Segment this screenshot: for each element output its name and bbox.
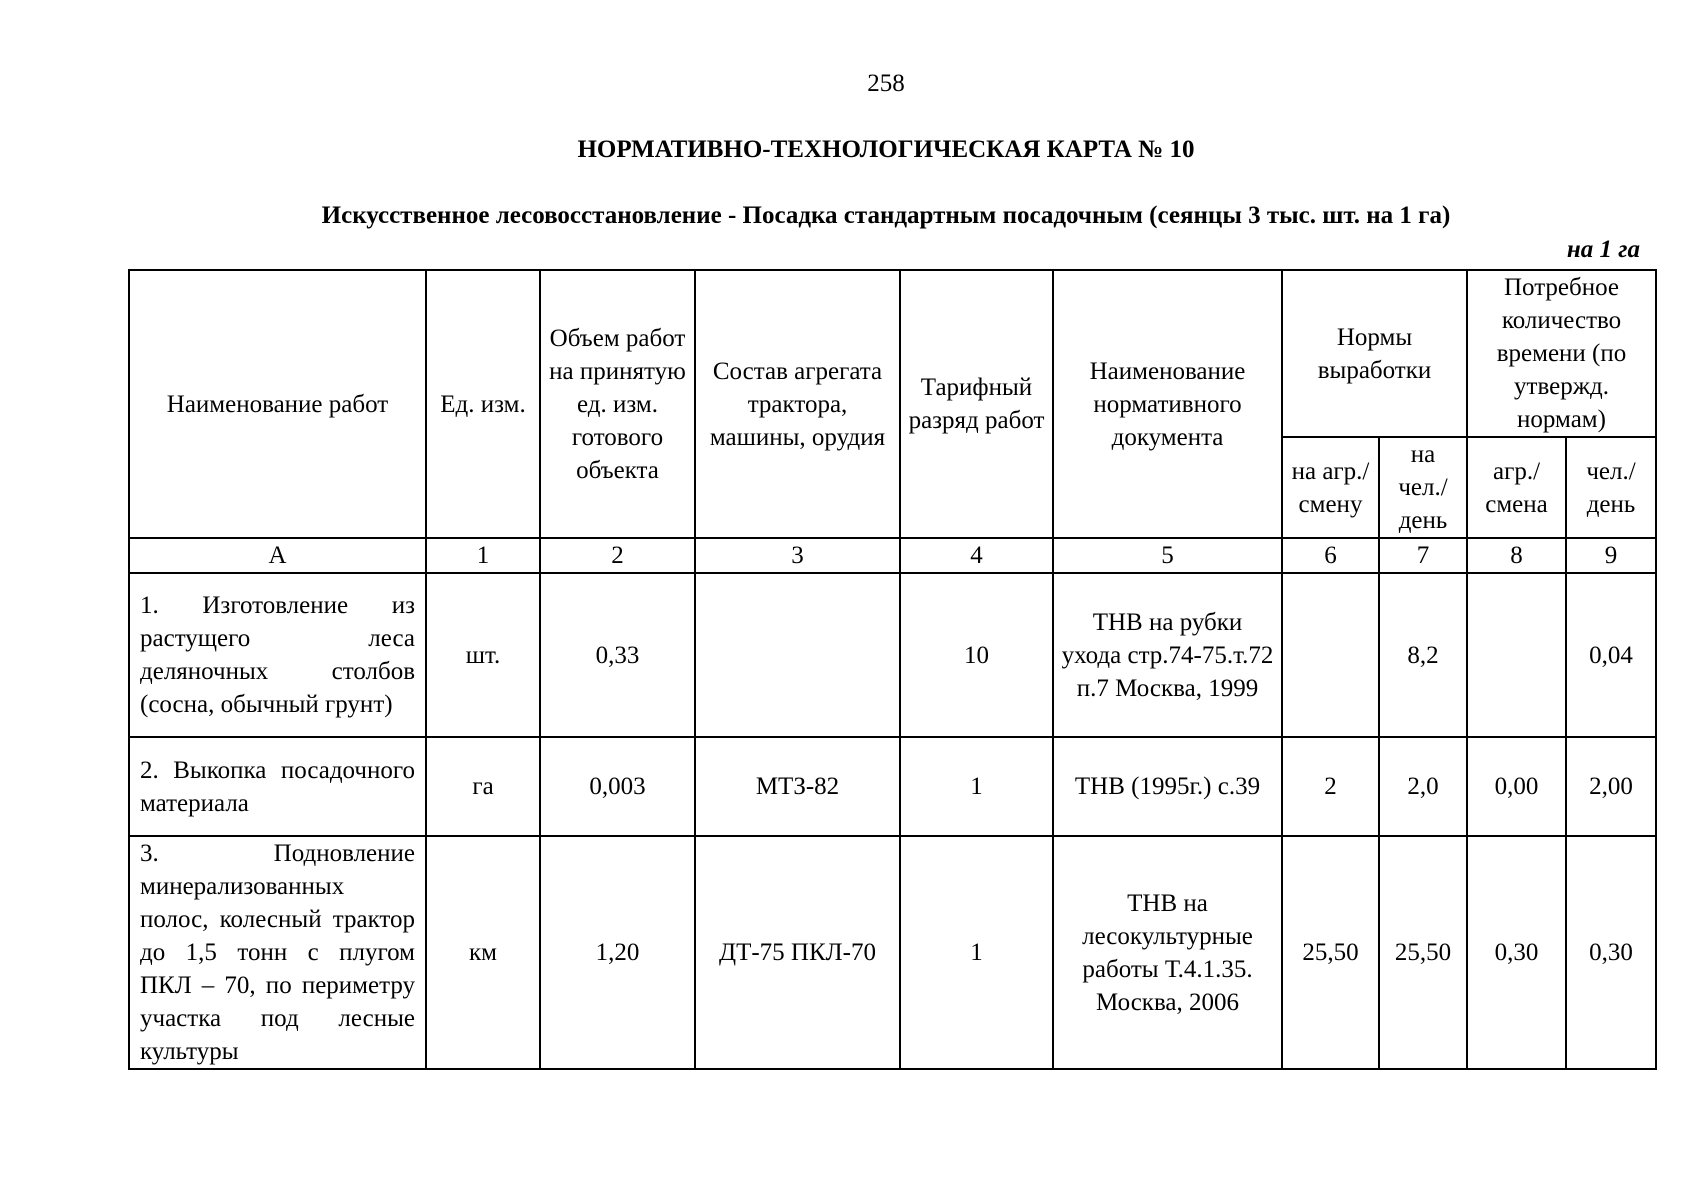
- tariff-cell: 1: [900, 836, 1053, 1069]
- table-row: [129, 836, 1656, 1069]
- column-number: 5: [1053, 538, 1282, 573]
- volume-cell: 1,20: [540, 836, 695, 1069]
- time-man-cell: 0,30: [1566, 836, 1656, 1069]
- column-number: А: [129, 538, 426, 573]
- header-tariff: Тарифный разряд работ: [900, 270, 1053, 538]
- composition-cell: МТЗ-82: [695, 737, 900, 836]
- composition-cell: ДТ-75 ПКЛ-70: [695, 836, 900, 1069]
- composition-cell: [695, 573, 900, 737]
- column-number: 2: [540, 538, 695, 573]
- header-norms: Нормы выработки: [1282, 270, 1467, 437]
- document-cell: ТНВ на рубки ухода стр.74-75.т.72 п.7 Москва, 1999: [1053, 573, 1282, 737]
- page-number: 258: [867, 70, 905, 97]
- unit-cell: га: [426, 737, 540, 836]
- tariff-cell: 10: [900, 573, 1053, 737]
- table-row: [129, 737, 1656, 836]
- work-name: 2. Выкопка посадочного материала: [129, 737, 426, 836]
- norm-man-cell: 8,2: [1379, 573, 1467, 737]
- header-row-top: [129, 270, 1656, 437]
- column-number: 3: [695, 538, 900, 573]
- document-cell: ТНВ на лесокультурные работы Т.4.1.35. Москва, 2006: [1053, 836, 1282, 1069]
- column-number: 7: [1379, 538, 1467, 573]
- norm-agr-cell: 2: [1282, 737, 1379, 836]
- norm-agr-cell: [1282, 573, 1379, 737]
- document-title: НОРМАТИВНО-ТЕХНОЛОГИЧЕСКАЯ КАРТА № 10: [577, 136, 1195, 163]
- tariff-cell: 1: [900, 737, 1053, 836]
- time-man-cell: 0,04: [1566, 573, 1656, 737]
- norm-agr-cell: 25,50: [1282, 836, 1379, 1069]
- table-row: [129, 573, 1656, 737]
- unit-cell: шт.: [426, 573, 540, 737]
- volume-cell: 0,003: [540, 737, 695, 836]
- header-time-agr: агр./ смена: [1467, 437, 1566, 538]
- column-number: 1: [426, 538, 540, 573]
- document-subtitle: Искусственное лесовосстановление - Посадка стандартным посадочным (сеянцы 3 тыс. шт. на 1 га): [321, 202, 1451, 229]
- work-name: 1. Изготовление из растущего леса деляночных столбов (сосна, обычный грунт): [129, 573, 426, 737]
- unit-cell: км: [426, 836, 540, 1069]
- time-agr-cell: 0,30: [1467, 836, 1566, 1069]
- time-agr-cell: 0,00: [1467, 737, 1566, 836]
- header-time: Потребное количество времени (по утвержд. нормам): [1467, 270, 1656, 437]
- header-name: Наименование работ: [129, 270, 426, 538]
- header-norm-man: на чел./ день: [1379, 437, 1467, 538]
- column-number: 4: [900, 538, 1053, 573]
- time-agr-cell: [1467, 573, 1566, 737]
- volume-cell: 0,33: [540, 573, 695, 737]
- column-number: 8: [1467, 538, 1566, 573]
- column-number-row: [129, 538, 1656, 573]
- time-man-cell: 2,00: [1566, 737, 1656, 836]
- norms-table: [128, 269, 1657, 1070]
- header-unit: Ед. изм.: [426, 270, 540, 538]
- norm-man-cell: 2,0: [1379, 737, 1467, 836]
- norm-man-cell: 25,50: [1379, 836, 1467, 1069]
- header-time-man: чел./ день: [1566, 437, 1656, 538]
- column-number: 9: [1566, 538, 1656, 573]
- unit-note: на 1 га: [1566, 236, 1640, 263]
- header-volume: Объем работ на принятую ед. изм. готового объекта: [540, 270, 695, 538]
- header-norm-agr: на агр./ смену: [1282, 437, 1379, 538]
- work-name: 3. Подновление минерализованных полос, колесный трактор до 1,5 тонн с плугом ПКЛ – 70, по периметру участка под лесные культуры: [129, 836, 426, 1069]
- column-number: 6: [1282, 538, 1379, 573]
- header-composition: Состав агрегата трактора, машины, орудия: [695, 270, 900, 538]
- header-document: Наименование нормативного документа: [1053, 270, 1282, 538]
- document-cell: ТНВ (1995г.) с.39: [1053, 737, 1282, 836]
